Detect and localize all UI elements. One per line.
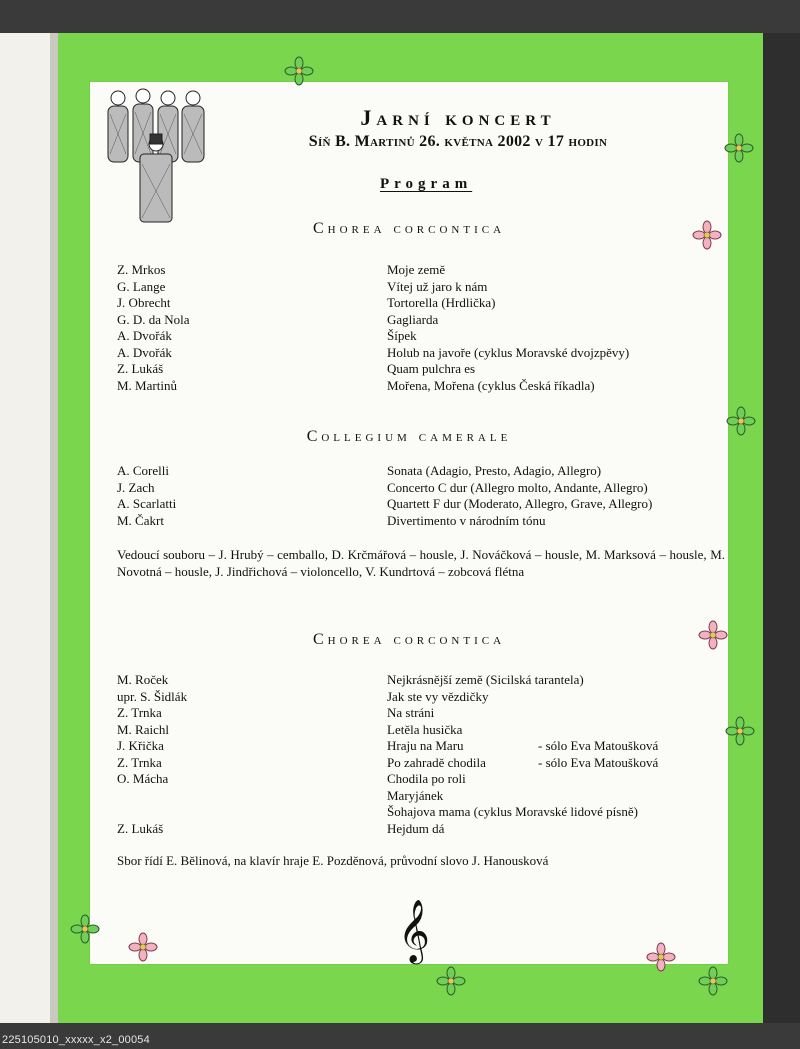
section-heading: Chorea corcontica — [312, 220, 506, 237]
piece-title: Šípek — [387, 328, 417, 343]
flower-icon — [724, 133, 754, 163]
program-row — [117, 295, 717, 312]
program-row — [117, 480, 717, 497]
piece-title: Letěla husička — [387, 721, 463, 737]
solo-note: - sólo Eva Matoušková — [538, 738, 659, 753]
program-row — [117, 672, 717, 689]
flower-icon — [128, 932, 158, 962]
program-row — [117, 689, 717, 706]
program-list — [117, 672, 717, 837]
program-row — [117, 463, 717, 480]
composer: M. Čakrt — [117, 512, 164, 528]
program-row — [117, 722, 717, 739]
solo-note: - sólo Eva Matoušková — [538, 754, 659, 770]
composer: Z. Trnka — [117, 705, 162, 720]
concert-venue-date: Síň B. Martinů 26. května 2002 v 17 hodin — [308, 133, 608, 150]
program-row — [117, 821, 717, 838]
piece-title: Jak ste vy vězdičky — [387, 688, 489, 704]
composer: A. Scarlatti — [117, 496, 177, 511]
flower-icon — [692, 220, 722, 250]
composer: J. Zach — [117, 479, 155, 495]
composer: Z. Lukáš — [117, 361, 164, 376]
program-row — [117, 755, 717, 772]
program-row — [117, 262, 717, 279]
program-list — [117, 463, 717, 529]
composer: A. Dvořák — [117, 328, 172, 343]
flower-icon — [284, 56, 314, 86]
piece-title: Šohajova mama (cyklus Moravské lidové písně) — [387, 804, 638, 819]
composer: O. Mácha — [117, 771, 169, 786]
background-strip — [763, 33, 800, 1023]
piece-title: Po zahradě chodila — [387, 754, 486, 770]
section-heading: Collegium camerale — [306, 428, 512, 445]
archive-id-label: 225105010_xxxxx_x2_00054 — [2, 1034, 150, 1046]
title-block — [248, 105, 668, 151]
piece-title: Moje země — [387, 262, 446, 277]
program-row — [117, 361, 717, 378]
svg-text:𝄞: 𝄞 — [398, 899, 430, 962]
composer: M. Roček — [117, 672, 169, 687]
flower-icon — [725, 716, 755, 746]
flower-icon — [726, 406, 756, 436]
composer: J. Křička — [117, 738, 164, 753]
piece-title: Na stráni — [387, 705, 435, 720]
section-heading: Chorea corcontica — [312, 631, 506, 648]
composer: A. Corelli — [117, 463, 169, 478]
ensemble-note: Vedoucí souboru – J. Hrubý – cemballo, D. Krčmářová – housle, J. Nováčková – housle, M. Marksová – housle, M. Novotná – housle, J. Jindřichová – violoncello, V. Kundrtová – zobcová flétna — [117, 547, 725, 579]
program-row — [117, 513, 717, 530]
composer: Z. Lukáš — [117, 820, 164, 836]
piece-title: Tortorella (Hrdlička) — [387, 295, 496, 310]
flower-icon — [646, 942, 676, 972]
program-row — [117, 345, 717, 362]
concert-title: Jarní koncert — [360, 105, 556, 130]
composer: M. Martinů — [117, 377, 177, 393]
program-heading: Program — [380, 176, 473, 192]
piece-title: Vítej už jaro k nám — [387, 278, 488, 294]
flower-icon — [70, 914, 100, 944]
piece-title: Nejkrásnější země (Sicilská tarantela) — [387, 672, 584, 687]
program-row — [117, 804, 717, 821]
program-row — [117, 788, 717, 805]
flower-icon — [698, 620, 728, 650]
piece-title: Chodila po roli — [387, 771, 466, 786]
piece-title: Mořena, Mořena (cyklus Česká říkadla) — [387, 377, 595, 393]
piece-title: Gagliarda — [387, 311, 439, 327]
composer: upr. S. Šidlák — [117, 688, 188, 704]
piece-title: Quam pulchra es — [387, 361, 476, 376]
left-page — [0, 33, 52, 1023]
program-row — [117, 496, 717, 513]
piece-title: Divertimento v národním tónu — [387, 512, 546, 528]
composer: G. Lange — [117, 278, 166, 294]
flower-icon — [436, 966, 466, 996]
composer: J. Obrecht — [117, 295, 171, 310]
piece-title: Maryjánek — [387, 787, 444, 803]
piece-title: Hraju na Maru — [387, 738, 464, 753]
program-row — [117, 328, 717, 345]
program-row — [117, 279, 717, 296]
treble-clef-icon — [396, 895, 430, 963]
program-row — [117, 378, 717, 395]
piece-title: Sonata (Adagio, Presto, Adagio, Allegro) — [387, 463, 602, 478]
choir-illustration — [104, 84, 210, 224]
piece-title: Hejdum dá — [387, 820, 445, 836]
program-row — [117, 738, 717, 755]
composer: M. Raichl — [117, 721, 169, 737]
flower-icon — [698, 966, 728, 996]
program-row — [117, 312, 717, 329]
composer: Z. Trnka — [117, 754, 162, 770]
piece-title: Concerto C dur (Allegro molto, Andante, Allegro) — [387, 479, 648, 495]
program-list — [117, 262, 717, 394]
piece-title: Quartett F dur (Moderato, Allegro, Grave, Allegro) — [387, 496, 653, 511]
composer: A. Dvořák — [117, 344, 172, 360]
program-row — [117, 771, 717, 788]
choir-credits: Sbor řídí E. Bělinová, na klavír hraje E. Pozděnová, průvodní slovo J. Hanousková — [117, 853, 549, 868]
page-fold — [50, 33, 58, 1023]
program-row — [117, 705, 717, 722]
composer: G. D. da Nola — [117, 311, 190, 327]
composer: Z. Mrkos — [117, 262, 166, 277]
piece-title: Holub na javoře (cyklus Moravské dvojzpěvy) — [387, 344, 630, 360]
